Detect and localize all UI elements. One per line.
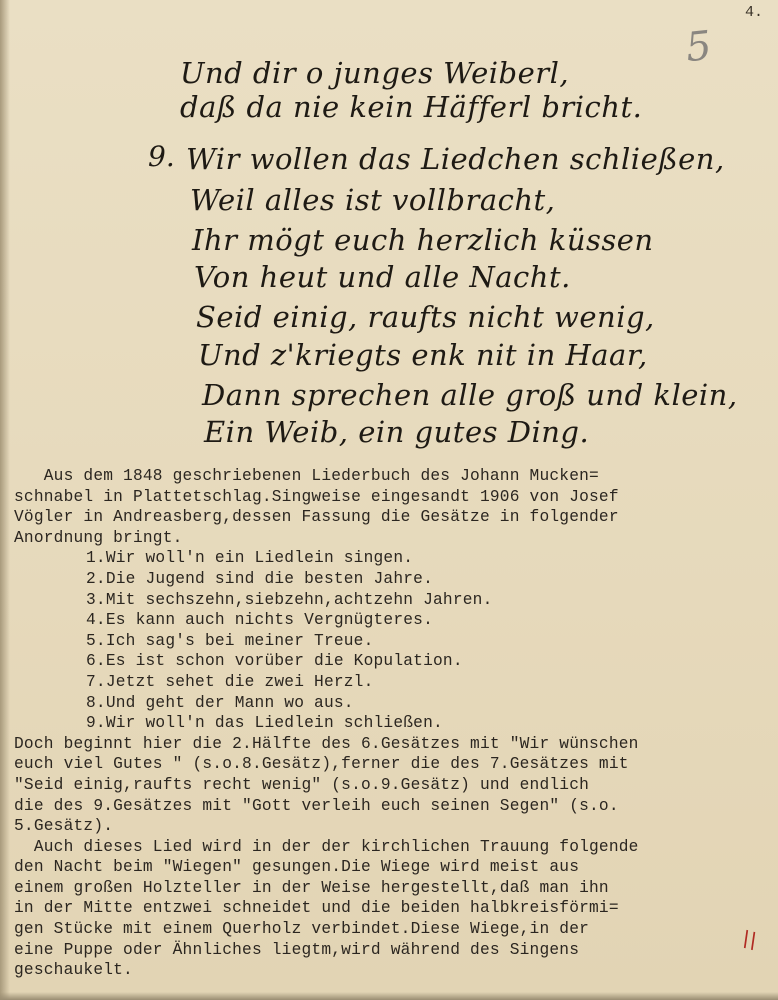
typewritten-text (14, 466, 774, 981)
list-item: 7.Jetzt sehet die zwei Herzl. (86, 672, 374, 691)
text-line: euch viel Gutes " (s.o.8.Gesätz),ferner die des 7.Gesätzes mit (14, 755, 629, 774)
text-line: Doch beginnt hier die 2.Hälfte des 6.Gesätzes mit "Wir wünschen (14, 734, 639, 753)
page-number: 4. (745, 4, 764, 21)
text-line: 5.Gesätz). (14, 817, 114, 836)
handwritten-line: Und dir o junges Weiberl, (180, 56, 570, 90)
text-line: den Nacht beim "Wiegen" gesungen.Die Wiege wird meist aus (14, 858, 580, 877)
page-bottom-shadow (0, 992, 778, 1000)
pencil-page-mark: 5 (683, 22, 714, 72)
list-item: 9.Wir woll'n das Liedlein schließen. (86, 714, 443, 733)
red-margin-mark: \\ (739, 926, 760, 955)
handwritten-line: daß da nie kein Häfferl bricht. (180, 90, 643, 124)
handwritten-lyrics (0, 0, 778, 470)
text-line: schnabel in Plattetschlag.Singweise eingesandt 1906 von Josef (14, 487, 619, 506)
handwritten-line: Wir wollen das Liedchen schließen, (186, 142, 725, 176)
text-line: die des 9.Gesätzes mit "Gott verleih euch seinen Segen" (s.o. (14, 796, 619, 815)
handwritten-line: Weil alles ist vollbracht, (190, 183, 556, 217)
list-item: 4.Es kann auch nichts Vergnügteres. (86, 611, 433, 630)
text-line: Auch dieses Lied wird in der der kirchlichen Trauung folgende (14, 837, 639, 856)
text-line: einem großen Holzteller in der Weise hergestellt,daß man ihn (14, 878, 609, 897)
text-line: Anordnung bringt. (14, 528, 183, 547)
text-line: gen Stücke mit einem Querholz verbindet.Diese Wiege,in der (14, 920, 590, 939)
list-item: 6.Es ist schon vorüber die Kopulation. (86, 652, 463, 671)
list-item: 3.Mit sechszehn,siebzehn,achtzehn Jahren. (86, 590, 493, 609)
handwritten-line: Von heut und alle Nacht. (194, 260, 571, 294)
stanza-order-list (14, 548, 774, 733)
list-item: 5.Ich sag's bei meiner Treue. (86, 631, 374, 650)
text-line: geschaukelt. (14, 961, 133, 980)
handwritten-line: Ihr mögt euch herzlich küssen (192, 223, 654, 257)
handwritten-line: Und z'kriegts enk nit in Haar, (198, 338, 648, 372)
text-line: "Seid einig,raufts recht wenig" (s.o.9.Gesätz) und endlich (14, 775, 590, 794)
list-item: 8.Und geht der Mann wo aus. (86, 693, 354, 712)
handwritten-line: Dann sprechen alle groß und klein, (202, 378, 738, 412)
handwritten-line: Ein Weib, ein gutes Ding. (204, 415, 590, 449)
text-line: Aus dem 1848 geschriebenen Liederbuch des Johann Mucken= (14, 467, 599, 485)
stanza-number: 9. (148, 140, 175, 173)
text-line: in der Mitte entzwei schneidet und die beiden halbkreisförmi= (14, 899, 619, 918)
list-item: 1.Wir woll'n ein Liedlein singen. (86, 549, 414, 568)
list-item: 2.Die Jugend sind die besten Jahre. (86, 569, 433, 588)
text-line: Vögler in Andreasberg,dessen Fassung die Gesätze in folgender (14, 508, 619, 527)
handwritten-line: Seid einig, raufts nicht wenig, (196, 300, 655, 334)
text-line: eine Puppe oder Ähnliches liegtm,wird während des Singens (14, 940, 580, 959)
